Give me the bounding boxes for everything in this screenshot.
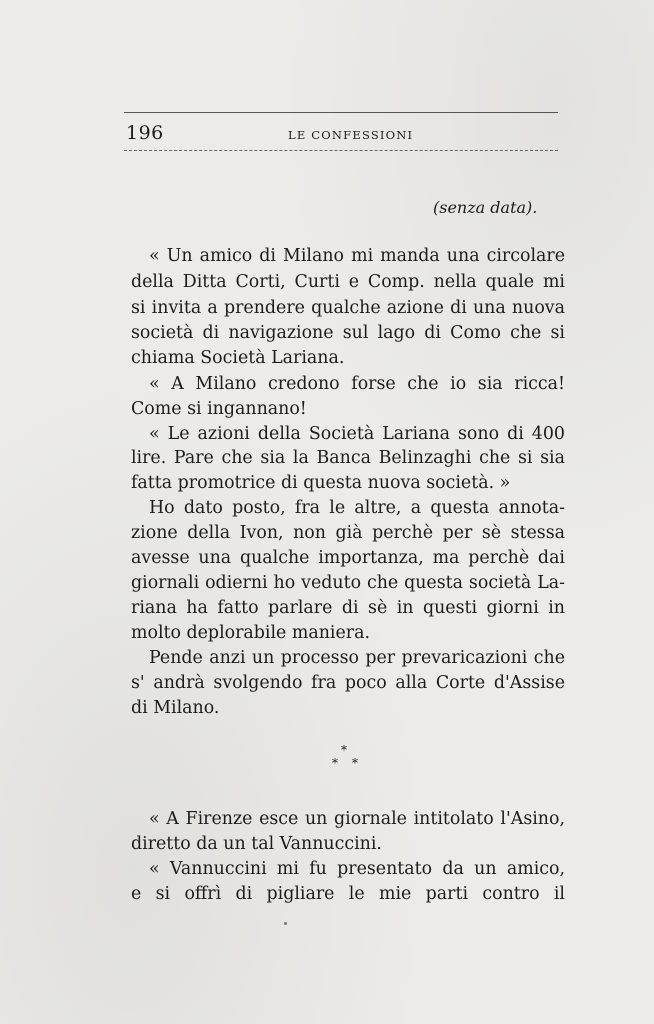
text-line: s' andrà svolgendo fra poco alla Corte d'Assise — [131, 673, 565, 693]
text-line: « Vannuccini mi fu presentato da un amico, — [149, 859, 565, 879]
text-line: si invita a prendere qualche azione di una nuova — [131, 298, 565, 318]
text-line: chiama Società Lariana. — [131, 348, 345, 368]
text-line: Pende anzi un processo per prevaricazioni che — [149, 648, 565, 668]
text-line: molto deplorabile maniera. — [131, 623, 370, 643]
page-number: 196 — [126, 122, 164, 144]
text-line: società di navigazione sul lago di Como che si — [131, 323, 565, 343]
text-line: della Ditta Corti, Curti e Comp. nella quale mi — [131, 272, 565, 292]
text-line: Come si ingannano! — [131, 399, 307, 419]
text-line: giornali odierni ho veduto che questa società La- — [131, 573, 565, 593]
text-line: zione della Ivon, non già perchè per sè stessa — [131, 523, 565, 543]
text-line: « Le azioni della Società Lariana sono di 400 — [149, 424, 565, 444]
text-line: Ho dato posto, fra le altre, a questa annota- — [149, 498, 565, 518]
page-header — [124, 112, 558, 152]
text-line: « Un amico di Milano mi manda una circolare — [149, 246, 565, 266]
text-line: fatta promotrice di questa nuova società. » — [131, 473, 511, 493]
header-top-rule — [124, 112, 558, 113]
running-title: LE CONFESSIONI — [288, 128, 414, 142]
date-note: (senza data). — [433, 198, 538, 217]
text-line: riana ha fatto parlare di sè in questi giorni in — [131, 598, 565, 618]
text-line: e si offrì di pigliare le mie parti contro il — [131, 884, 565, 904]
text-line: lire. Pare che sia la Banca Belinzaghi che si sia — [131, 448, 565, 468]
text-line: avesse una qualche importanza, ma perchè dai — [131, 548, 565, 568]
text-line: diretto da un tal Vannuccini. — [131, 834, 382, 854]
text-line: di Milano. — [131, 698, 220, 718]
asterisk: * — [341, 743, 347, 757]
section-separator — [316, 744, 376, 776]
print-speck — [284, 922, 287, 925]
asterisk: * — [332, 756, 338, 770]
asterisk: * — [352, 756, 358, 770]
text-line: « A Firenze esce un giornale intitolato l'Asino, — [149, 809, 565, 829]
header-bottom-rule — [124, 150, 558, 151]
text-line: « A Milano credono forse che io sia ricca! — [149, 374, 565, 394]
